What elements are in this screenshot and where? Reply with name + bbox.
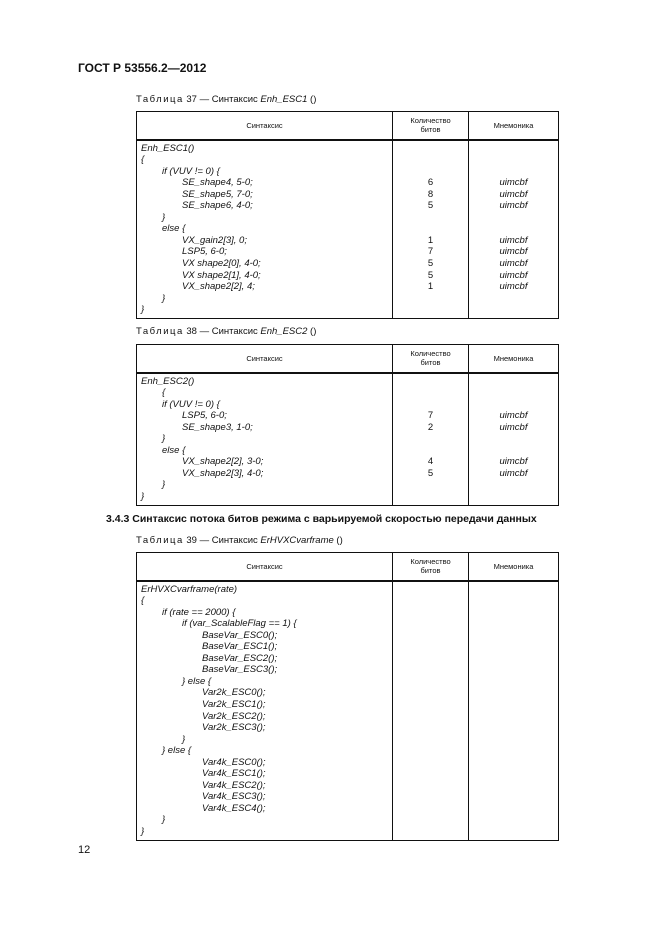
header-bits	[393, 112, 469, 140]
code-line: if (VUV != 0) {	[162, 398, 220, 410]
code-line: BaseVar_ESC1();	[202, 641, 278, 653]
caption-number: 38 — Синтаксис	[186, 326, 258, 337]
code-line: {	[162, 387, 166, 399]
mnemonic-cell	[469, 212, 558, 224]
code-line: }	[141, 490, 145, 502]
mnemonic-cell	[469, 154, 558, 166]
header-syntax: Синтаксис	[137, 345, 393, 373]
caption-label: Таблица	[136, 535, 184, 546]
bits-cell	[393, 387, 468, 399]
bits-cell	[393, 223, 468, 235]
mnemonic-column	[469, 581, 559, 841]
bits-cell: 4	[427, 456, 434, 468]
code-line: BaseVar_ESC3();	[202, 664, 278, 676]
caption-name: ErHVXCvarframe	[260, 535, 334, 546]
mnemonic-cell	[469, 399, 558, 411]
header-mnemonic: Мнемоника	[469, 112, 559, 140]
bits-cell	[393, 376, 468, 388]
bits-cell: 6	[427, 177, 434, 189]
bits-cell: 7	[427, 410, 434, 422]
table-39	[136, 552, 559, 841]
code-line: }	[141, 304, 145, 316]
code-line: Var4k_ESC0();	[202, 756, 266, 768]
bits-cell: 2	[427, 421, 434, 433]
table-38	[136, 344, 559, 506]
header-bits	[393, 345, 469, 373]
code-line: if (var_ScalableFlag == 1) {	[182, 618, 297, 630]
bits-cell	[393, 491, 468, 503]
header-bits-line2: битов	[420, 125, 441, 135]
code-line: } else {	[182, 675, 212, 687]
code-line: Var4k_ESC3();	[202, 791, 266, 803]
code-line: VX_gain2[3], 0;	[182, 234, 247, 246]
bits-cell	[393, 399, 468, 411]
code-line: VX_shape2[2], 4;	[182, 281, 255, 293]
code-line: Enh_ESC2()	[141, 375, 195, 387]
code-line: }	[162, 433, 166, 445]
code-line: LSP5, 6-0;	[182, 410, 227, 422]
bits-cell	[393, 445, 468, 457]
code-line: }	[162, 479, 166, 491]
caption-name: Enh_ESC2	[260, 326, 308, 337]
caption-number: 39 — Синтаксис	[186, 535, 258, 546]
code-line: VX_shape2[3], 4-0;	[182, 467, 264, 479]
bits-cell	[393, 293, 468, 305]
code-line: if (rate == 2000) {	[162, 606, 236, 618]
mnemonic-cell	[469, 445, 558, 457]
header-syntax: Синтаксис	[137, 112, 393, 140]
caption-name: Enh_ESC1	[260, 94, 308, 105]
bits-cell	[393, 433, 468, 445]
mnemonic-cell: uimcbf	[499, 257, 528, 269]
bits-cell	[393, 143, 468, 155]
bits-column	[393, 373, 469, 506]
code-line: BaseVar_ESC2();	[202, 652, 278, 664]
mnemonic-cell: uimcbf	[499, 177, 528, 189]
bits-column	[393, 581, 469, 841]
mnemonic-cell	[469, 433, 558, 445]
code-line: }	[162, 814, 166, 826]
mnemonic-cell	[469, 479, 558, 491]
code-line: Var2k_ESC1();	[202, 698, 266, 710]
bits-column	[393, 140, 469, 319]
bits-cell: 1	[427, 234, 434, 246]
bits-cell: 5	[427, 269, 434, 281]
code-line: BaseVar_ESC0();	[202, 629, 278, 641]
code-line: else {	[162, 223, 186, 235]
code-line: SE_shape5, 7-0;	[182, 188, 253, 200]
caption-suffix: ()	[310, 94, 317, 105]
table-37-caption	[136, 94, 316, 105]
mnemonic-cell: uimcbf	[499, 200, 528, 212]
code-line: VX shape2[1], 4-0;	[182, 269, 261, 281]
syntax-column	[137, 140, 393, 319]
bits-cell	[393, 304, 468, 316]
code-line: } else {	[162, 745, 192, 757]
code-line: else {	[162, 444, 186, 456]
code-line: Var2k_ESC0();	[202, 687, 266, 699]
bits-cell	[393, 154, 468, 166]
mnemonic-cell	[469, 166, 558, 178]
mnemonic-cell: uimcbf	[499, 467, 528, 479]
code-line: Var4k_ESC4();	[202, 802, 266, 814]
table-37	[136, 111, 559, 319]
caption-label: Таблица	[136, 326, 184, 337]
mnemonic-cell: uimcbf	[499, 188, 528, 200]
mnemonic-cell	[469, 223, 558, 235]
code-line: if (VUV != 0) {	[162, 165, 220, 177]
code-line: SE_shape6, 4-0;	[182, 200, 253, 212]
caption-suffix: ()	[336, 535, 343, 546]
mnemonic-column	[469, 373, 559, 506]
bits-cell: 5	[427, 257, 434, 269]
bits-cell	[393, 166, 468, 178]
bits-cell: 5	[427, 467, 434, 479]
mnemonic-cell	[469, 293, 558, 305]
header-bits-line1: Количество	[410, 557, 451, 567]
code-line: ErHVXCvarframe(rate)	[141, 583, 238, 595]
header-mnemonic: Мнемоника	[469, 345, 559, 373]
bits-cell	[393, 479, 468, 491]
code-line: VX_shape2[2], 3-0;	[182, 456, 264, 468]
table-38-caption	[136, 326, 316, 337]
mnemonic-cell: uimcbf	[499, 421, 528, 433]
code-line: Var2k_ESC3();	[202, 722, 266, 734]
header-bits-line1: Количество	[410, 349, 451, 359]
bits-cell: 5	[427, 200, 434, 212]
code-line: }	[182, 733, 186, 745]
code-line: LSP5, 6-0;	[182, 246, 227, 258]
mnemonic-cell: uimcbf	[499, 246, 528, 258]
code-line: Var2k_ESC2();	[202, 710, 266, 722]
page-number: 12	[78, 844, 91, 856]
mnemonic-cell	[469, 491, 558, 503]
section-heading: 3.4.3 Синтаксис потока битов режима с варьируемой скоростью передачи данных	[106, 513, 537, 525]
code-line: VX shape2[0], 4-0;	[182, 257, 261, 269]
syntax-column	[137, 581, 393, 841]
code-line: Enh_ESC1()	[141, 142, 195, 154]
header-bits-line2: битов	[420, 566, 441, 576]
header-bits-line1: Количество	[410, 116, 451, 126]
mnemonic-cell	[469, 304, 558, 316]
document-header: ГОСТ Р 53556.2—2012	[78, 61, 207, 75]
caption-label: Таблица	[136, 94, 184, 105]
bits-cell	[393, 212, 468, 224]
mnemonic-cell: uimcbf	[499, 456, 528, 468]
code-line: SE_shape3, 1-0;	[182, 421, 253, 433]
header-syntax: Синтаксис	[137, 553, 393, 581]
bits-cell: 1	[427, 281, 434, 293]
code-line: {	[141, 154, 145, 166]
code-line: SE_shape4, 5-0;	[182, 177, 253, 189]
mnemonic-cell: uimcbf	[499, 269, 528, 281]
mnemonic-cell	[469, 143, 558, 155]
caption-suffix: ()	[310, 326, 317, 337]
caption-number: 37 — Синтаксис	[186, 94, 258, 105]
code-line: {	[141, 595, 145, 607]
header-mnemonic: Мнемоника	[469, 553, 559, 581]
mnemonic-cell: uimcbf	[499, 234, 528, 246]
table-39-caption	[136, 535, 343, 546]
code-line: }	[162, 292, 166, 304]
mnemonic-cell	[469, 376, 558, 388]
code-line: }	[162, 211, 166, 223]
header-bits	[393, 553, 469, 581]
code-line: Var4k_ESC2();	[202, 779, 266, 791]
syntax-column	[137, 373, 393, 506]
bits-cell: 7	[427, 246, 434, 258]
mnemonic-cell: uimcbf	[499, 281, 528, 293]
code-line: }	[141, 825, 145, 837]
bits-cell: 8	[427, 188, 434, 200]
code-line: Var4k_ESC1();	[202, 768, 266, 780]
header-bits-line2: битов	[420, 358, 441, 368]
mnemonic-column	[469, 140, 559, 319]
mnemonic-cell: uimcbf	[499, 410, 528, 422]
mnemonic-cell	[469, 387, 558, 399]
